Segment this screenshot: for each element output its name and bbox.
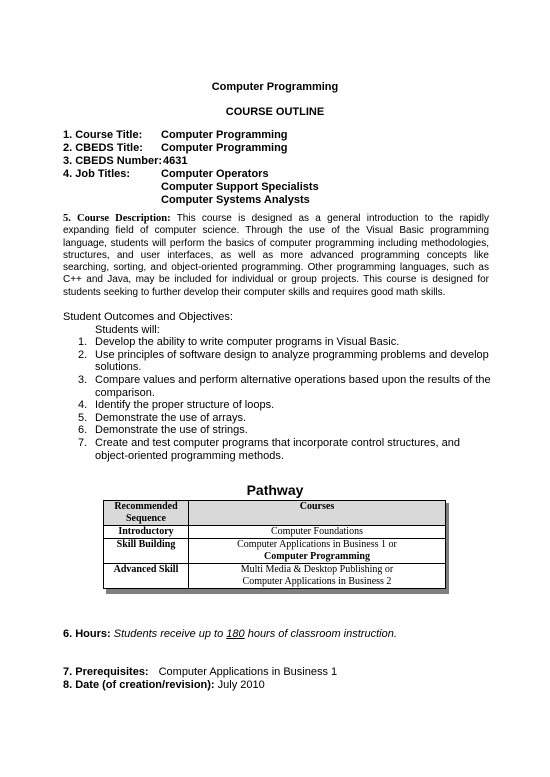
pathway-level: Introductory bbox=[104, 526, 189, 539]
hours-line bbox=[63, 628, 397, 640]
course-description-label: 5. Course Description: bbox=[63, 213, 171, 224]
hours-text-before: Students receive up to bbox=[113, 628, 224, 640]
pathway-courses: Multi Media & Desktop Publishing or Computer Applications in Business 2 bbox=[189, 564, 446, 589]
pathway-title: Pathway bbox=[246, 482, 304, 498]
prerequisites-value: Computer Applications in Business 1 bbox=[158, 666, 338, 678]
cbeds-title-value: Computer Programming bbox=[161, 142, 288, 154]
student-outcomes bbox=[63, 311, 493, 462]
outcome-item: 5. Demonstrate the use of arrays. bbox=[78, 411, 247, 424]
pathway-table bbox=[103, 500, 446, 589]
hours-text-after: hours of classroom instruction. bbox=[247, 628, 397, 640]
pathway-row bbox=[104, 564, 446, 589]
outcomes-list bbox=[78, 336, 493, 462]
cbeds-number-label: 3. CBEDS Number: bbox=[63, 155, 163, 167]
pathway-row bbox=[104, 526, 446, 539]
pathway-level: Advanced Skill bbox=[104, 564, 189, 589]
prerequisites-line bbox=[63, 666, 337, 678]
course-title-value: Computer Programming bbox=[161, 129, 288, 141]
outcome-item: 3. Compare values and perform alternative operations based upon the results of the comparison. bbox=[78, 373, 491, 399]
pathway-header-sequence: Recommended Sequence bbox=[104, 501, 189, 526]
cbeds-number-value: 4631 bbox=[163, 155, 188, 167]
outcome-item: 7. Create and test computer programs that incorporate control structures, and object-oriented programming methods. bbox=[78, 436, 461, 462]
hours-number: 180 bbox=[226, 628, 245, 640]
outcomes-intro: Students will: bbox=[95, 323, 160, 336]
cbeds-title-label: 2. CBEDS Title: bbox=[63, 142, 143, 154]
pathway-level: Skill Building bbox=[104, 539, 189, 564]
job-title-2: Computer Support Specialists bbox=[161, 181, 319, 193]
outcome-item: 1. Develop the ability to write computer programs in Visual Basic. bbox=[78, 336, 400, 349]
hours-label: 6. Hours: bbox=[63, 628, 111, 640]
outcomes-heading: Student Outcomes and Objectives: bbox=[63, 311, 233, 323]
outcome-item: 4. Identify the proper structure of loops. bbox=[78, 399, 275, 412]
course-description bbox=[63, 213, 489, 299]
course-title-label: 1. Course Title: bbox=[63, 129, 143, 141]
date-line bbox=[63, 679, 265, 691]
pathway-row bbox=[104, 539, 446, 564]
pathway-courses: Computer Foundations bbox=[189, 526, 446, 539]
document-title: Computer Programming bbox=[211, 81, 339, 93]
job-title-1: Computer Operators bbox=[161, 168, 269, 180]
pathway-courses: Computer Applications in Business 1 or Computer Programming bbox=[189, 539, 446, 564]
outcome-item: 6. Demonstrate the use of strings. bbox=[78, 424, 248, 437]
course-description-text: This course is designed as a general introduction to the rapidly expanding field of computer science. Through the use of the Visual Basic programming language, students will perform the basics of computer programming including methodologies, structures, and user interfaces, as well as more advanced programming concepts like searching, sorting, and object-oriented programming. Other programming languages, such as C++ and Java, may be included for individual or group projects. This course is designed for students seeking to further develop their computer skills and requires good math skills. bbox=[63, 213, 489, 298]
pathway-header-row bbox=[104, 501, 446, 526]
job-titles-label: 4. Job Titles: bbox=[63, 168, 131, 180]
prerequisites-label: 7. Prerequisites: bbox=[63, 666, 149, 678]
pathway-header-courses: Courses bbox=[189, 501, 446, 526]
outcome-item: 2. Use principles of software design to analyze programming problems and develop solutions. bbox=[78, 348, 489, 374]
course-outline-heading: COURSE OUTLINE bbox=[225, 106, 325, 118]
job-title-3: Computer Systems Analysts bbox=[161, 194, 310, 206]
date-label: 8. Date (of creation/revision): bbox=[63, 679, 215, 691]
date-value: July 2010 bbox=[217, 679, 265, 691]
